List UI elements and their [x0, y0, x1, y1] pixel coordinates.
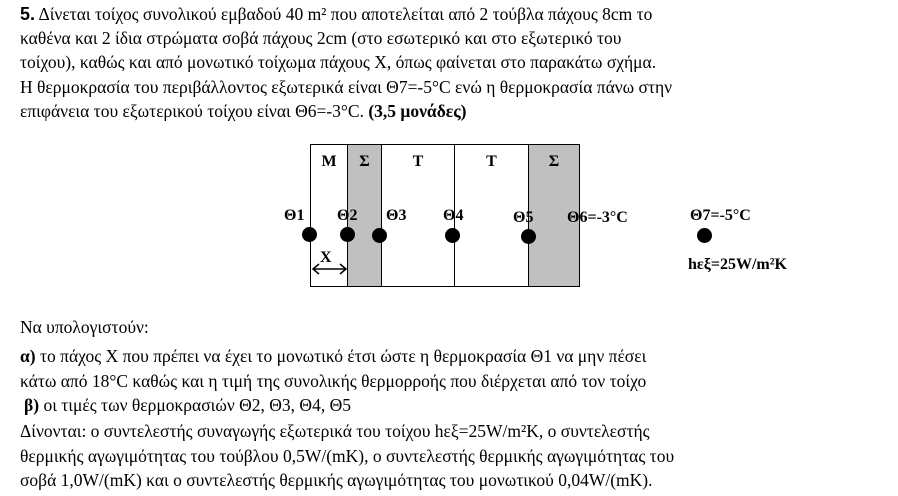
- task-b-label: β): [24, 395, 40, 415]
- layer-label-plaster-inner: Σ: [359, 153, 370, 170]
- tasks-heading: Να υπολογιστούν:: [20, 317, 149, 337]
- intro-text-2: καθένα και 2 ίδια στρώματα σοβά πάχους 2cm (στο εσωτερικό και στο εξωτερικό του: [20, 28, 622, 48]
- layer-label-brick-1: Τ: [412, 153, 424, 170]
- problem-line-4: [20, 76, 672, 98]
- temp-point-t4: [445, 228, 460, 243]
- problem-line-1: [20, 3, 652, 25]
- temp-point-t1: [302, 227, 317, 242]
- intro-text-5: επιφάνεια του εξωτερικού τοίχου είναι Θ6=-3°C.: [20, 101, 364, 121]
- given-line-3: σοβά 1,0W/(mK) και ο συντελεστής θερμικής αγωγιμότητας του μονωτικού 0,04W/(mK).: [20, 470, 653, 490]
- task-b-line: [24, 394, 351, 416]
- temp-point-t5: [521, 229, 536, 244]
- problem-line-2: [20, 27, 621, 49]
- task-a-text-1: το πάχος Χ που πρέπει να έχει το μονωτικό έτσι ώστε η θερμοκρασία Θ1 να μην πέσει: [39, 346, 647, 366]
- temp-label-t7: Θ7=-5°C: [690, 207, 751, 224]
- temp-label-t6: Θ6=-3°C: [567, 209, 628, 226]
- temp-point-t2: [340, 227, 355, 242]
- task-a-text-2: κάτω από 18°C καθώς και η τιμή της συνολικής θερμορροής που διέρχεται από τον τοίχο: [20, 371, 647, 391]
- problem-number: 5: [20, 4, 31, 24]
- task-b-text: οι τιμές των θερμοκρασιών Θ2, Θ3, Θ4, Θ5: [43, 395, 351, 415]
- problem-line-3: [20, 51, 656, 73]
- temp-label-t4: Θ4: [443, 207, 464, 224]
- points-label: (3,5 μονάδες): [368, 101, 467, 121]
- temp-point-t7: [697, 228, 712, 243]
- layer-label-plaster-outer: Σ: [548, 153, 560, 170]
- layer-label-insulation: Μ: [321, 153, 337, 170]
- intro-text-1: Δίνεται τοίχος συνολικού εμβαδού 40 m² που αποτελείται από 2 τούβλα πάχους 8cm το: [38, 4, 653, 24]
- given-line-2: θερμικής αγωγιμότητας του τούβλου 0,5W/(mK), ο συντελεστής θερμικής αγωγιμότητας του: [20, 446, 675, 466]
- temp-label-t3: Θ3: [386, 207, 407, 224]
- temp-point-t3: [372, 228, 387, 243]
- problem-number-dot: .: [30, 4, 36, 24]
- thickness-label: Χ: [320, 249, 332, 266]
- problem-line-5: [20, 100, 466, 122]
- given-line-1: Δίνονται: ο συντελεστής συναγωγής εξωτερικά του τοίχου hεξ=25W/m²K, ο συντελεστής: [20, 421, 650, 441]
- layer-label-brick-2: Τ: [486, 153, 497, 170]
- temp-label-t1: Θ1: [284, 207, 305, 224]
- thickness-arrow: [311, 262, 349, 276]
- task-a-line-2: [20, 370, 646, 392]
- intro-text-3: τοίχου), καθώς και από μονωτικό τοίχωμα πάχους Χ, όπως φαίνεται στο παρακάτω σχήμα.: [20, 52, 657, 72]
- temp-label-t5: Θ5: [513, 209, 534, 226]
- task-a-line-1: [20, 345, 646, 367]
- temp-label-t2: Θ2: [337, 207, 358, 224]
- intro-text-4: Η θερμοκρασία του περιβάλλοντος εξωτερικά είναι Θ7=-5°C ενώ η θερμοκρασία πάνω στην: [20, 77, 673, 97]
- convection-coefficient-label: hεξ=25W/m²K: [688, 256, 787, 273]
- task-a-label: α): [20, 346, 36, 366]
